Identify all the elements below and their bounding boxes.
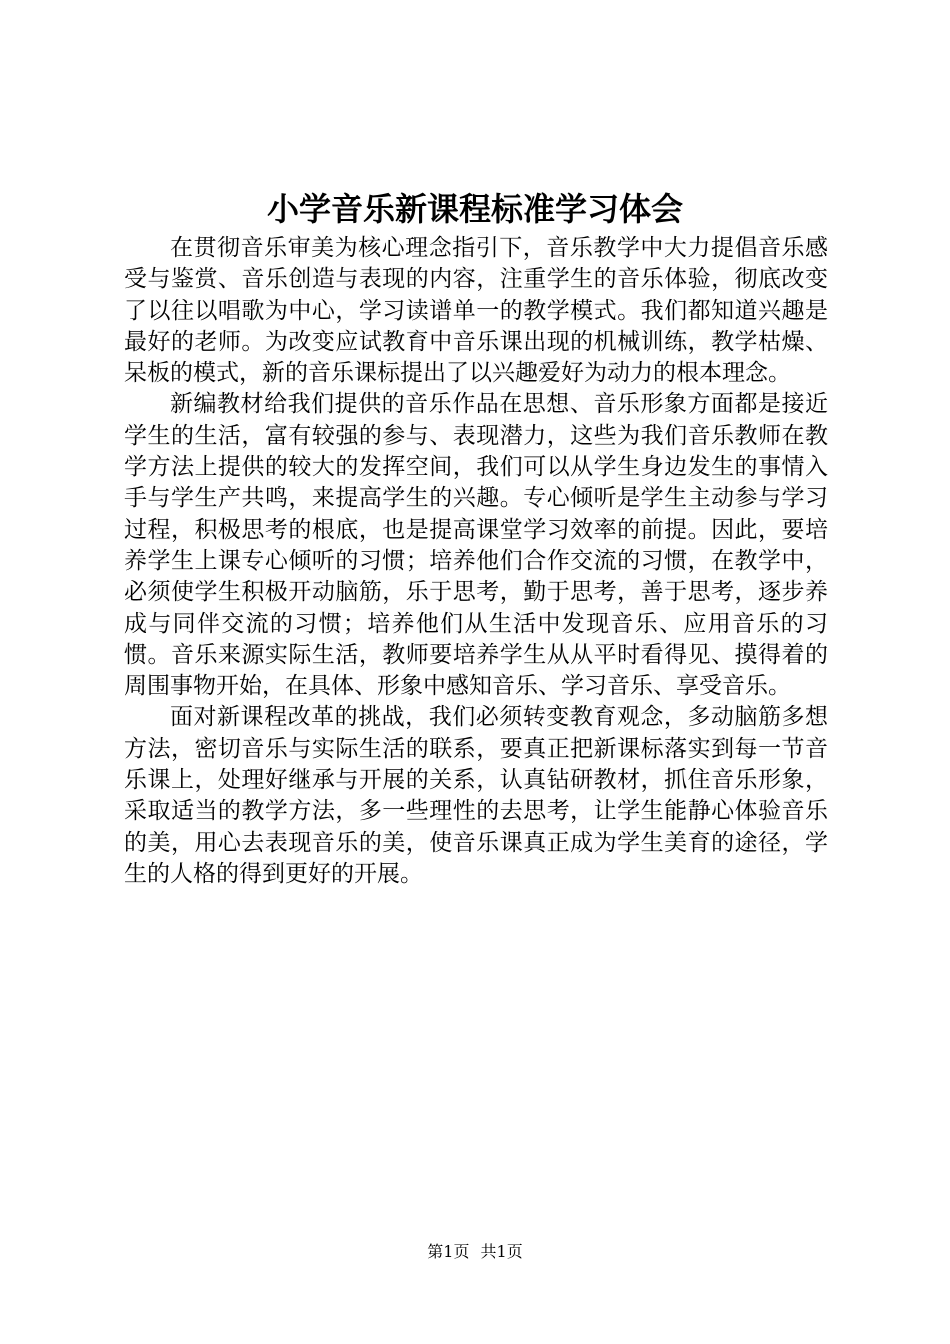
document-body (124, 233, 828, 890)
paragraph-2: 新编教材给我们提供的音乐作品在思想、音乐形象方面都是接近学生的生活，富有较强的参与、表现潜力，这些为我们音乐教师在教学方法上提供的较大的发挥空间，我们可以从学生身边发生的事情入手与学生产共鸣，来提高学生的兴趣。专心倾听是学生主动参与学习过程，积极思考的根底，也是提高课堂学习效率的前提。因此，要培养学生上课专心倾听的习惯；培养他们合作交流的习惯，在教学中，必须使学生积极开动脑筋，乐于思考，勤于思考，善于思考，逐步养成与同伴交流的习惯；培养他们从生活中发现音乐、应用音乐的习惯。音乐来源实际生活，教师要培养学生从从平时看得见、摸得着的周围事物开始，在具体、形象中感知音乐、学习音乐、享受音乐。 (124, 391, 828, 700)
page-total: 共1页 (480, 1242, 523, 1261)
page-footer (0, 1240, 950, 1264)
paragraph-1: 在贯彻音乐审美为核心理念指引下，音乐教学中大力提倡音乐感受与鉴赏、音乐创造与表现的内容，注重学生的音乐体验，彻底改变了以往以唱歌为中心，学习读谱单一的教学模式。我们都知道兴趣是最好的老师。为改变应试教育中音乐课出现的机械训练，教学枯燥、呆板的模式，新的音乐课标提出了以兴趣爱好为动力的根本理念。 (124, 235, 828, 387)
paragraph-3: 面对新课程改革的挑战，我们必须转变教育观念，多动脑筋多想方法，密切音乐与实际生活的联系，要真正把新课标落实到每一节音乐课上，处理好继承与开展的关系，认真钻研教材，抓住音乐形象，采取适当的教学方法，多一些理性的去思考，让学生能静心体验音乐的美，用心去表现音乐的美，使音乐课真正成为学生美育的途径，学生的人格的得到更好的开展。 (124, 704, 828, 887)
page-number: 第1页 (427, 1242, 470, 1261)
document-title: 小学音乐新课程标准学习体会 (266, 190, 683, 228)
